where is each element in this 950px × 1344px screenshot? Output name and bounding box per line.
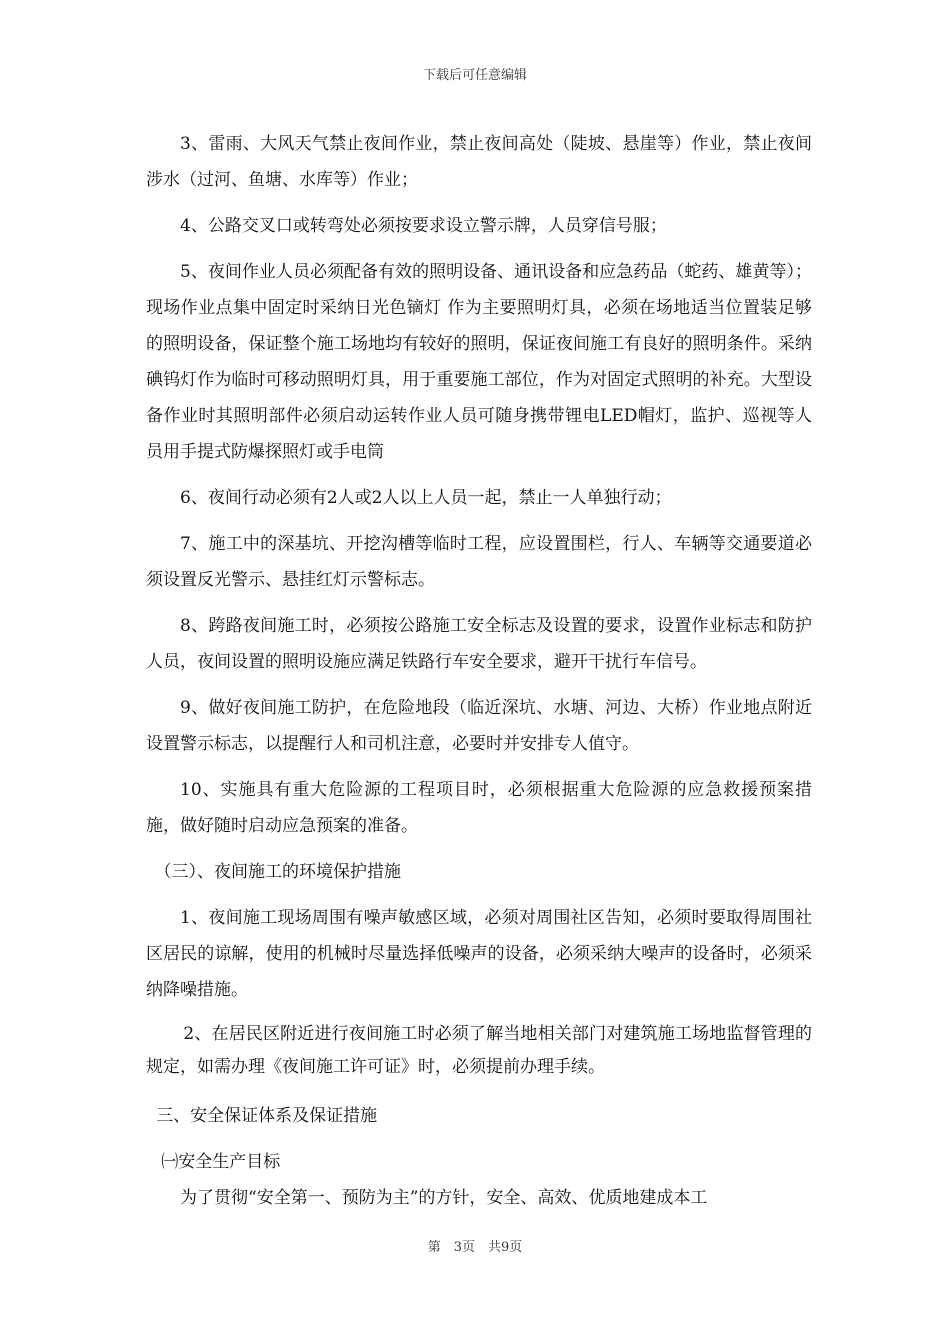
- paragraph-item-4: 4、公路交叉口或转弯处必须按要求设立警示牌，人员穿信号服；: [180, 216, 667, 236]
- paragraph-item-6: 6、夜间行动必须有2人或2人以上人员一起，禁止一人单独行动；: [180, 488, 672, 508]
- subsection-title-safety-goal: ㈠安全生产目标: [161, 1152, 281, 1172]
- section-title-safety-system: 三、安全保证体系及保证措施: [156, 1106, 378, 1126]
- paragraph-item-3: 3、雷雨、大风天气禁止夜间作业，禁止夜间高处（陡坡、悬崖等）作业，禁止夜间涉水（过河、鱼塘、水库等）作业；: [146, 134, 812, 190]
- paragraph-safety-goal: 为了贯彻“安全第一、预防为主”的方针，安全、高效、优质地建成本工: [180, 1188, 708, 1208]
- page-header: 下载后可任意编辑: [422, 68, 527, 83]
- paragraph-item-10: 10、实施具有重大危险源的工程项目时，必须根据重大危险源的应急救援预案措施，做好随时启动应急预案的准备。: [146, 780, 812, 836]
- paragraph-item-9: 9、做好夜间施工防护，在危险地段（临近深坑、水塘、河边、大桥）作业地点附近设置警示标志，以提醒行人和司机注意，必要时并安排专人值守。: [146, 698, 812, 754]
- paragraph-env-item-2: 2、在居民区附近进行夜间施工时必须了解当地相关部门对建筑施工场地监督管理的规定，如需办理《夜间施工许可证》时，必须提前办理手续。: [146, 1024, 812, 1077]
- paragraph-item-8: 8、跨路夜间施工时，必须按公路施工安全标志及设置的要求，设置作业标志和防护人员，夜间设置的照明设施应满足铁路行车安全要求，避开干扰行车信号。: [146, 616, 812, 672]
- document-body: [146, 126, 812, 1216]
- paragraph-env-item-1: 1、夜间施工现场周围有噪声敏感区域，必须对周围社区告知，必须时要取得周围社区居民的谅解，使用的机械时尽量选择低噪声的设备，必须采纳大噪声的设备时，必须采纳降噪措施。: [146, 908, 812, 1000]
- paragraph-item-7: 7、施工中的深基坑、开挖沟槽等临时工程，应设置围栏，行人、车辆等交通要道必须设置反光警示、悬挂红灯示警标志。: [146, 534, 812, 590]
- paragraph-item-5: 5、夜间作业人员必须配备有效的照明设备、通讯设备和应急药品（蛇药、雄黄等）；现场作业点集中固定时采纳日光色镝灯 作为主要照明灯具，必须在场地适当位置装足够的照明设备，保证整个施工场地均有较好的照明，保证夜间施工有良好的照明条件。采纳碘钨灯作为临时可移动照明灯具，用于重要施工部位，作为对固定式照明的补充。大型设备作业时其照明部件必须启动运转作业人员可随身携带锂电LED帽灯，监护、巡视等人员用手提式防爆探照灯或手电筒: [146, 262, 812, 462]
- page-footer: 第 3页 共9页: [427, 1240, 523, 1255]
- heading-environmental-protection: （三）、夜间施工的环境保护措施: [154, 862, 401, 882]
